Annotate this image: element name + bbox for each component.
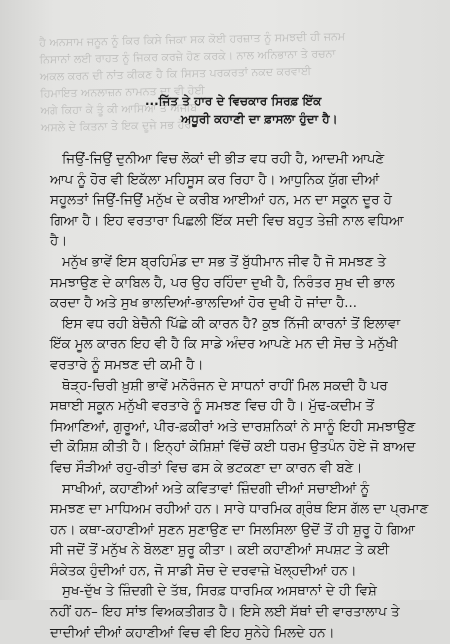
text-line: ਵਿਚ ਸੌੜੀਆਂ ਰਹੁ-ਰੀਤਾਂ ਵਿਚ ਫਸ ਕੇ ਭਟਕਣਾ ਦਾ ਕਾਰਨ ਵੀ ਬਣੇ। <box>50 460 363 476</box>
text-line: ਸੁਖ-ਦੁੱਖ ਤੇ ਜ਼ਿੰਦਗੀ ਦੇ ਤੱਥ, ਸਿਰਫ਼ ਧਾਰਮਿਕ ਅਸਥਾਨਾਂ ਦੇ ਹੀ ਵਿਸ਼ੇ <box>62 584 377 600</box>
paragraph <box>50 480 440 583</box>
text-line: ਸਮਝਣ ਦਾ ਮਾਧਿਅਮ ਰਹੀਆਂ ਹਨ। ਸਾਰੇ ਧਾਰਮਿਕ ਗ੍ਰੰਥ ਇਸ ਗੱਲ ਦਾ ਪ੍ਰਮਾਣ <box>50 502 429 518</box>
ghost-line: ਹੈ ਅਨਸਾਮ ਜਨੂਨ ਨੂੰ ਕਿਰ ਕਿਸੇ ਜਿਕਾ ਸਕ ਕੋਈ ਹਰਜ਼ਾਤ ਨੂੰ ਸਮਝਦੀ ਹੀ ਜਨਮ <box>39 29 346 50</box>
text-line: ਮਨੁੱਖ ਭਾਵੇਂ ਇਸ ਬ੍ਰਹਿਮੰਡ ਦਾ ਸਭ ਤੋਂ ਬੁੱਧੀਮਾਨ ਜੀਵ ਹੈ ਜੋ ਸਮਝਣ ਤੇ <box>62 254 386 270</box>
text-line: ਜਿਉਂ-ਜਿਉਂ ਦੁਨੀਆ ਵਿਚ ਲੋਕਾਂ ਦੀ ਭੀੜ ਵਧ ਰਹੀ ਹੈ, ਆਦਮੀ ਆਪਣੇ <box>62 152 385 167</box>
ghost-line: ਅਕਲ ਕਰਨ ਦੀ ਨਾਂਤ ਕੀਕਣ ਹੈ ਕਿ ਸਿਸਤ ਪਰਕਰਤਾਂ ਨਕਦ ਕਰਵਾਈ <box>39 64 312 84</box>
paragraph <box>50 377 440 480</box>
text-line: ਸਥਾਈ ਸਕੂਨ ਮਨੁੱਖੀ ਵਰਤਾਰੇ ਨੂੰ ਸਮਝਣ ਵਿਚ ਹੀ ਹੈ। ਮੁੱਢ-ਕਦੀਮ ਤੋਂ <box>50 399 375 415</box>
body-text <box>50 150 440 644</box>
paragraph <box>50 315 440 377</box>
epigraph-line: ਅਧੂਰੀ ਕਹਾਣੀ ਦਾ ਫ਼ਾਸਲਾ ਹੁੰਦਾ ਹੈ। <box>181 112 338 126</box>
ghost-line: ਅਸਲੇ ਦੇ ਕਿਤਨਾ ਤੇ ਇਕ ਦੂਜੇ ਸਭ ਹੋਰ <box>40 118 192 135</box>
text-line: ਸਮਝਾਉਣ ਦੇ ਕਾਬਿਲ ਹੈ, ਪਰ ਉਹ ਰਹਿੰਦਾ ਦੁਖੀ ਹੈ, ਨਿਰੰਤਰ ਸੁਖ ਦੀ ਭਾਲ <box>50 275 395 291</box>
ghost-line: ਹਿਮਾਇਤ ਅਨਲਾਜ਼ਨ ਨਾਮਨਤ ਦਾ ਵੀ ਹੋਈ <box>40 83 205 101</box>
text-line: ਇਸ ਵਧ ਰਹੀ ਬੇਚੈਨੀ ਪਿੱਛੇ ਕੀ ਕਾਰਨ ਹੈ? ਕੁਝ ਨਿੱਜੀ ਕਾਰਨਾਂ ਤੋਂ ਇਲਾਵਾ <box>62 316 400 332</box>
ghost-line: ਅਗੇ ਕਿਹਾ ਕੇ ਤੂੰ ਕੀ ਆਸਿਆ ਤੋਂ ਅਜੀਬ <box>40 100 198 118</box>
text-line: ਨਹੀਂ ਹਨ– ਇਹ ਸਾਂਝ ਵਿਅਕਤੀਗਤ ਹੈ। ਇਸੇ ਲਈ ਸੱਥਾਂ ਦੀ ਵਾਰਤਾਲਾਪ ਤੇ <box>50 605 400 621</box>
text-line: ਸਾਖੀਆਂ, ਕਹਾਣੀਆਂ ਅਤੇ ਕਵਿਤਾਵਾਂ ਜ਼ਿੰਦਗੀ ਦੀਆਂ ਸਚਾਈਆਂ ਨੂੰ <box>62 481 370 497</box>
text-line: ਕਰਦਾ ਹੈ ਅਤੇ ਸੁਖ ਭਾਲਦਿਆਂ-ਭਾਲਦਿਆਂ ਹੋਰ ਦੁਖੀ ਹੋ ਜਾਂਦਾ ਹੈ... <box>50 296 357 312</box>
paragraph <box>50 150 440 253</box>
text-line: ਗਿਆ ਹੈ। ਇਹ ਵਰਤਾਰਾ ਪਿਛਲੀ ਇੱਕ ਸਦੀ ਵਿਚ ਬਹੁਤ ਤੇਜ਼ੀ ਨਾਲ ਵਧਿਆ <box>50 213 404 229</box>
paragraph <box>50 582 440 644</box>
text-line: ਆਪ ਨੂੰ ਹੋਰ ਵੀ ਇਕੱਲਾ ਮਹਿਸੂਸ ਕਰ ਰਿਹਾ ਹੈ। ਆਧੁਨਿਕ ਯੁੱਗ ਦੀਆਂ <box>50 172 379 188</box>
text-line: ਵਰਤਾਰੇ ਨੂੰ ਸਮਝਣ ਦੀ ਕਮੀ ਹੈ। <box>50 357 204 373</box>
text-line: ਸਹੂਲਤਾਂ ਜਿਉਂ-ਜਿਉਂ ਮਨੁੱਖ ਦੇ ਕਰੀਬ ਆਈਆਂ ਹਨ, ਮਨ ਦਾ ਸਕੂਨ ਦੂਰ ਹੋ <box>50 193 392 209</box>
text-line: ਸਿਆਣਿਆਂ, ਗੁਰੂਆਂ, ਪੀਰ-ਫ਼ਕੀਰਾਂ ਅਤੇ ਦਾਰਸ਼ਨਿਕਾਂ ਨੇ ਸਾਨੂੰ ਇਹੀ ਸਮਝਾਉਣ <box>50 419 416 435</box>
text-line: ਹਨ। ਕਥਾ-ਕਹਾਣੀਆਂ ਸੁਣਨ ਸੁਣਾਉਣ ਦਾ ਸਿਲਸਿਲਾ ਉਦੋਂ ਤੋਂ ਹੀ ਸ਼ੁਰੂ ਹੋ ਗਿਆ <box>50 522 415 538</box>
ghost-line: ਨਿਸਾਨਾਂ ਲਈ ਰਾਹਤ ਨੂੰ ਜਿਕਰ ਕਰਜ਼ੇ ਹੋਣ ਕਰਕੇ। ਨਾਲ ਅਨਿਭਾਨਾ ਤੇ ਰਚਨਾ <box>39 46 336 67</box>
paragraph <box>50 253 440 315</box>
text-line: ਹੈ। <box>50 234 68 250</box>
text-line: ਸੰਕੇਤਕ ਹੁੰਦੀਆਂ ਹਨ, ਜੋ ਸਾਡੀ ਸੋਚ ਦੇ ਦਰਵਾਜ਼ੇ ਖੋਲ੍ਹਦੀਆਂ ਹਨ। <box>50 563 357 579</box>
text-line: ਦਾਦੀਆਂ ਦੀਆਂ ਕਹਾਣੀਆਂ ਵਿਚ ਵੀ ਇਹ ਸੁਨੇਹੇ ਮਿਲਦੇ ਹਨ। <box>50 625 335 641</box>
text-line: ਥੋੜ੍ਹ-ਚਿਰੀ ਖ਼ੁਸ਼ੀ ਭਾਵੇਂ ਮਨੋਰੰਜਨ ਦੇ ਸਾਧਨਾਂ ਰਾਹੀਂ ਮਿਲ ਸਕਦੀ ਹੈ ਪਰ <box>62 378 388 394</box>
text-line: ਦੀ ਕੋਸ਼ਿਸ਼ ਕੀਤੀ ਹੈ। ਇਨ੍ਹਾਂ ਕੋਸ਼ਿਸ਼ਾਂ ਵਿੱਚੋਂ ਕਈ ਧਰਮ ਉਤਪੰਨ ਹੋਏ ਜੋ ਬਾਅਦ <box>50 440 416 456</box>
text-line: ਇੱਕ ਮੂਲ ਕਾਰਨ ਇਹ ਵੀ ਹੈ ਕਿ ਸਾਡੇ ਅੰਦਰ ਆਪਣੇ ਮਨ ਦੀ ਸੋਚ ਤੇ ਮਨੁੱਖੀ <box>50 337 398 353</box>
epigraph <box>145 92 435 128</box>
epigraph-line: ...ਜਿੱਤ ਤੇ ਹਾਰ ਦੇ ਵਿਚਕਾਰ ਸਿਰਫ਼ ਇੱਕ <box>145 94 322 108</box>
text-line: ਸੀ ਜਦੋਂ ਤੋਂ ਮਨੁੱਖ ਨੇ ਬੋਲਣਾ ਸ਼ੁਰੂ ਕੀਤਾ। ਕਈ ਕਹਾਣੀਆਂ ਸਪਸ਼ਟ ਤੇ ਕਈ <box>50 543 389 559</box>
